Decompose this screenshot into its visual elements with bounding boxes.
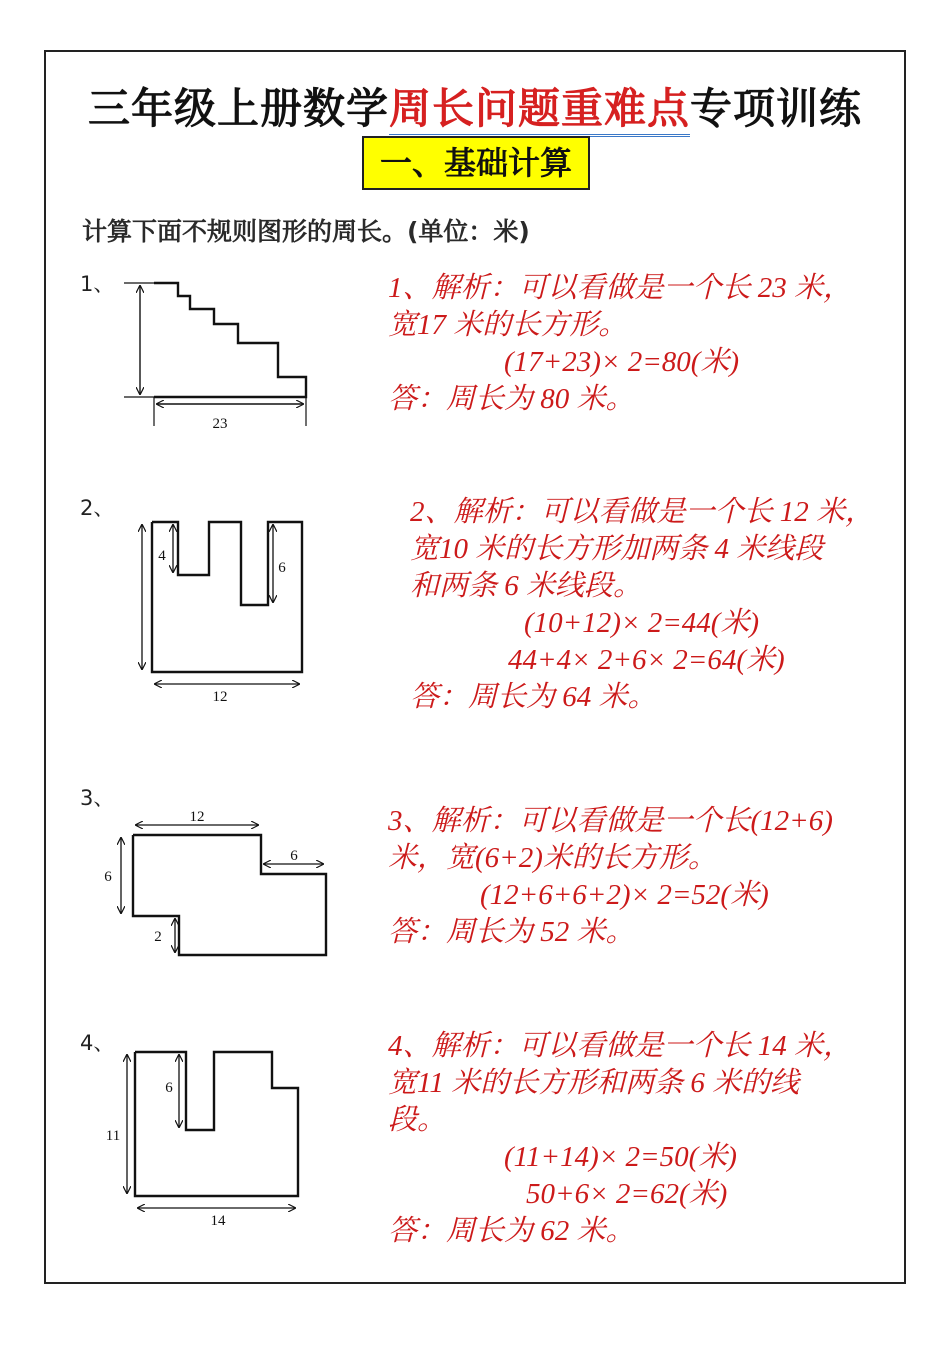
solution-line: 2、解析：可以看做是一个长 12 米， (410, 496, 875, 528)
solution-equation: (11+14)× 2=50(米) (504, 1141, 737, 1173)
label-6: 6 (165, 1080, 173, 1096)
solution-line: 1、解析：可以看做是一个长 23 米， (388, 272, 853, 304)
problem-1-solution (388, 270, 852, 418)
title-suffix: 专项训练 (690, 84, 863, 133)
solution-equation: (10+12)× 2=44(米) (524, 607, 760, 639)
page-title (0, 76, 950, 136)
label-12: 12 (212, 689, 228, 705)
solution-answer: 答：周长为 64 米。 (410, 681, 657, 713)
problem-1-number: 1、 (80, 272, 115, 296)
solution-line: 宽17 米的长方形。 (388, 309, 628, 341)
solution-answer: 答：周长为 52 米。 (388, 916, 635, 948)
problem-1-figure (118, 276, 318, 436)
label-6: 6 (278, 560, 286, 576)
label-2: 2 (154, 929, 162, 945)
solution-equation: 44+4× 2+6× 2=64(米) (508, 644, 785, 676)
problem-4-number: 4、 (80, 1031, 115, 1055)
solution-answer: 答：周长为 62 米。 (388, 1215, 635, 1247)
solution-answer: 答：周长为 80 米。 (388, 383, 635, 415)
title-prefix: 三年级上册数学 (87, 84, 389, 133)
label-6-right: 6 (290, 848, 298, 864)
problem-3-number: 3、 (80, 786, 115, 810)
problem-3-solution (388, 803, 833, 951)
problem-2-number: 2、 (80, 496, 115, 520)
solution-line: 宽10 米的长方形加两条 4 米线段 (410, 533, 824, 565)
notched-shape (135, 1052, 298, 1196)
solution-line: 宽11 米的长方形和两条 6 米的线 (388, 1067, 800, 1099)
title-highlight: 周长问题重难点 (389, 84, 690, 137)
solution-line: 米，宽(6+2)米的长方形。 (388, 842, 717, 874)
problem-2-solution (410, 494, 874, 716)
label-12: 12 (189, 809, 205, 825)
problem-3-figure (96, 805, 336, 965)
label-23: 23 (212, 416, 228, 432)
solution-equation: (17+23)× 2=80(米) (504, 346, 740, 378)
problem-2-figure (130, 512, 320, 712)
staircase-shape (154, 283, 306, 397)
label-4: 4 (158, 548, 166, 564)
solution-line: 3、解析：可以看做是一个长(12+6) (388, 805, 833, 837)
solution-equation: 50+6× 2=62(米) (526, 1178, 728, 1210)
label-14: 14 (210, 1213, 226, 1229)
solution-line: 段。 (388, 1104, 447, 1136)
problem-4-figure (100, 1042, 320, 1232)
solution-line: 和两条 6 米线段。 (410, 570, 643, 602)
label-6-left: 6 (104, 869, 112, 885)
label-11: 11 (105, 1128, 121, 1144)
solution-line: 4、解析：可以看做是一个长 14 米， (388, 1030, 853, 1062)
notched-shape (152, 522, 302, 672)
problem-4-solution (388, 1028, 852, 1250)
solution-equation: (12+6+6+2)× 2=52(米) (480, 879, 769, 911)
section-heading: 一、基础计算 (362, 136, 590, 190)
instruction: 计算下面不规则图形的周长。(单位：米) (82, 217, 530, 246)
